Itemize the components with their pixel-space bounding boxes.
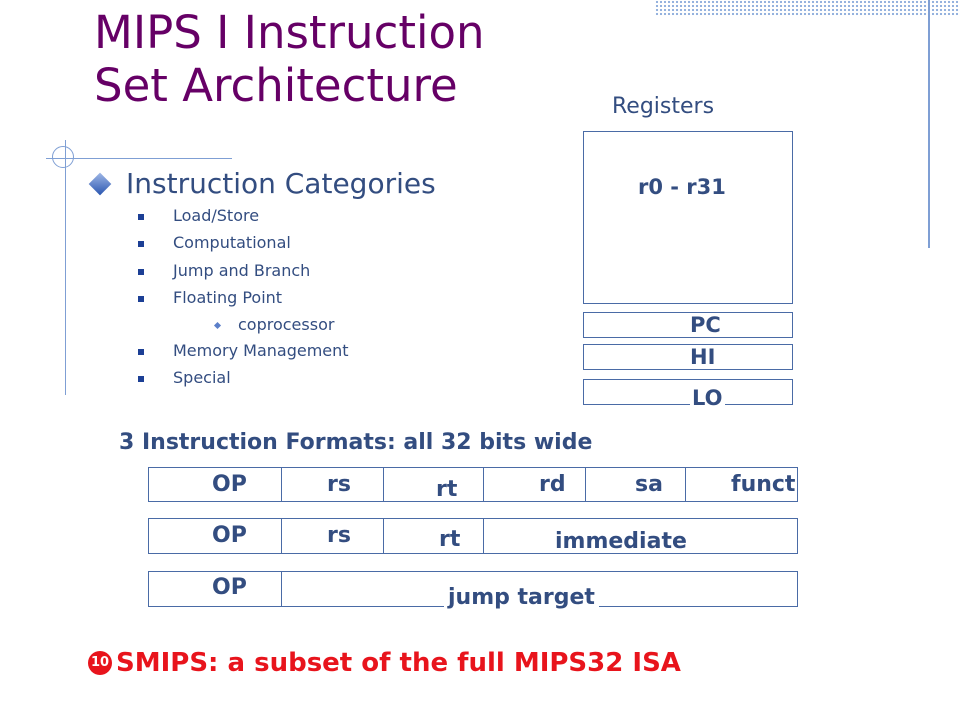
- category-item: Computational: [173, 233, 291, 252]
- register-file-box: [583, 131, 793, 304]
- category-item: Load/Store: [173, 206, 260, 225]
- rt-field-label: rt: [439, 527, 461, 552]
- diamond-icon: [89, 173, 112, 196]
- op-field-label: OP: [212, 472, 247, 497]
- square-bullet-icon: [138, 296, 144, 302]
- square-bullet-icon: [138, 349, 144, 355]
- lo-register-box: [583, 379, 793, 405]
- rd-field-box: [483, 467, 586, 502]
- hi-register-box: [583, 344, 793, 370]
- slide-title: [94, 6, 564, 112]
- sa-field-label: sa: [635, 472, 663, 497]
- small-diamond-icon: [214, 322, 221, 329]
- category-item: Jump and Branch: [173, 261, 311, 280]
- left-vertical-rule: [65, 140, 66, 395]
- dotted-band-decoration: [655, 0, 960, 16]
- rd-field-label: rd: [539, 472, 566, 497]
- square-bullet-icon: [138, 269, 144, 275]
- category-item: Floating Point: [173, 288, 283, 307]
- category-item: Special: [173, 368, 231, 387]
- rt-field-box: [383, 518, 484, 554]
- rt-field-box: [383, 467, 484, 502]
- pc-register-box: [583, 312, 793, 338]
- register-file-label: r0 - r31: [638, 175, 726, 199]
- right-vertical-rule: [928, 0, 930, 248]
- title-line-1: MIPS I Instruction: [94, 6, 485, 59]
- lo-register-label: LO: [692, 386, 723, 410]
- circled-number-icon: 10: [88, 651, 112, 675]
- registers-heading: Registers: [612, 94, 715, 119]
- categories-heading: Instruction Categories: [126, 167, 436, 200]
- immediate-field-label: immediate: [555, 529, 687, 554]
- pc-register-label: PC: [690, 313, 721, 337]
- square-bullet-icon: [138, 376, 144, 382]
- smips-note: SMIPS: a subset of the full MIPS32 ISA: [116, 648, 681, 678]
- formats-heading: 3 Instruction Formats: all 32 bits wide: [119, 430, 593, 455]
- square-bullet-icon: [138, 214, 144, 220]
- category-item: Memory Management: [173, 341, 349, 360]
- op-field-label: OP: [212, 523, 247, 548]
- square-bullet-icon: [138, 241, 144, 247]
- rt-field-label: rt: [436, 477, 458, 502]
- hi-register-label: HI: [690, 345, 716, 369]
- rs-field-label: rs: [327, 523, 351, 548]
- rs-field-label: rs: [327, 472, 351, 497]
- funct-field-label: funct: [731, 472, 796, 497]
- category-subitem: coprocessor: [238, 315, 335, 334]
- op-field-label: OP: [212, 575, 247, 600]
- circle-decoration: [52, 146, 74, 168]
- jump-target-field-label: jump target: [444, 585, 599, 610]
- title-line-2: Set Architecture: [94, 59, 458, 112]
